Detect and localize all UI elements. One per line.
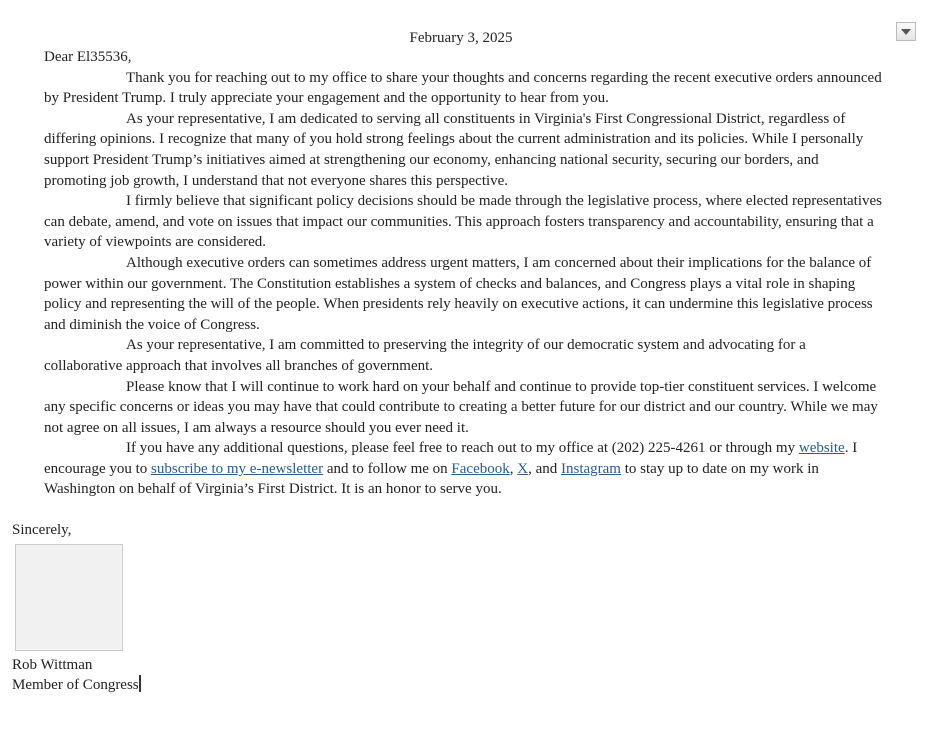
signature-image-placeholder	[15, 544, 123, 651]
paragraph: Thank you for reaching out to my office to share your thoughts and concerns regarding the recent executive orders announced by President Trump. I truly appreciate your engagement and the opportunity to hear from you.	[44, 69, 882, 107]
text-cursor	[139, 675, 141, 692]
signer-name: Rob Wittman	[12, 657, 93, 673]
closing: Sincerely,	[12, 522, 72, 538]
facebook-link[interactable]: Facebook	[451, 460, 510, 477]
signer-title: Member of Congress	[12, 677, 139, 693]
text: to stay up to date on my work in Washington on behalf of Virginia’s First District. It is an honor to serve you.	[44, 460, 819, 498]
text: . I encourage you to	[44, 440, 858, 477]
x-link[interactable]: X	[517, 460, 529, 477]
salutation: Dear El35536,	[44, 49, 132, 65]
text: and to follow me on	[323, 460, 452, 477]
paragraph: Please know that I will continue to work hard on your behalf and continue to provide top-tier constituent services. I welcome any specific concerns or ideas you may have that could contribute to creating a better future for our district and our country. While we may not agree on all issues, I am always a resource should you ever need it.	[44, 378, 878, 436]
instagram-link[interactable]: Instagram	[561, 460, 621, 477]
paragraph-contact	[44, 438, 882, 500]
text: , and	[528, 460, 561, 477]
signer-block	[12, 656, 141, 695]
paragraph: I firmly believe that significant policy decisions should be made through the legislative process, where elected representatives can debate, amend, and vote on issues that impact our communities. This approach fosters transparency and accountability, ensuring that a variety of viewpoints are considered.	[44, 193, 883, 251]
signer-title-line[interactable]	[12, 675, 141, 695]
website-link[interactable]: website	[798, 440, 845, 457]
newsletter-link[interactable]: subscribe to my e-newsletter	[151, 460, 324, 477]
letter-date: February 3, 2025	[409, 30, 513, 46]
paragraph: Although executive orders can sometimes address urgent matters, I am concerned about their implications for the balance of power within our government. The Constitution establishes a system of checks and balances, and Congress plays a vital role in shaping policy and representing the will of the people. When presidents rely heavily on executive actions, it can undermine this legislative process and diminish the voice of Congress.	[44, 254, 873, 333]
text: If you have any additional questions, please feel free to reach out to my office at (202) 225-4261 or through my	[126, 440, 799, 457]
paragraph: As your representative, I am committed to preserving the integrity of our democratic system and advocating for a collaborative approach that involves all branches of government.	[44, 337, 806, 374]
dropdown-arrow-icon[interactable]	[896, 22, 916, 41]
letter-body	[44, 47, 882, 500]
paragraph: As your representative, I am dedicated to serving all constituents in Virginia's First Congressional District, regardless of differing opinions. I recognize that many of you hold strong feelings about the current administration and its policies. While I personally support President Trump’s initiatives aimed at strengthening our economy, enhancing national security, securing our borders, and promoting job growth, I understand that not everyone shares this perspective.	[44, 110, 864, 189]
text: ,	[509, 460, 518, 477]
